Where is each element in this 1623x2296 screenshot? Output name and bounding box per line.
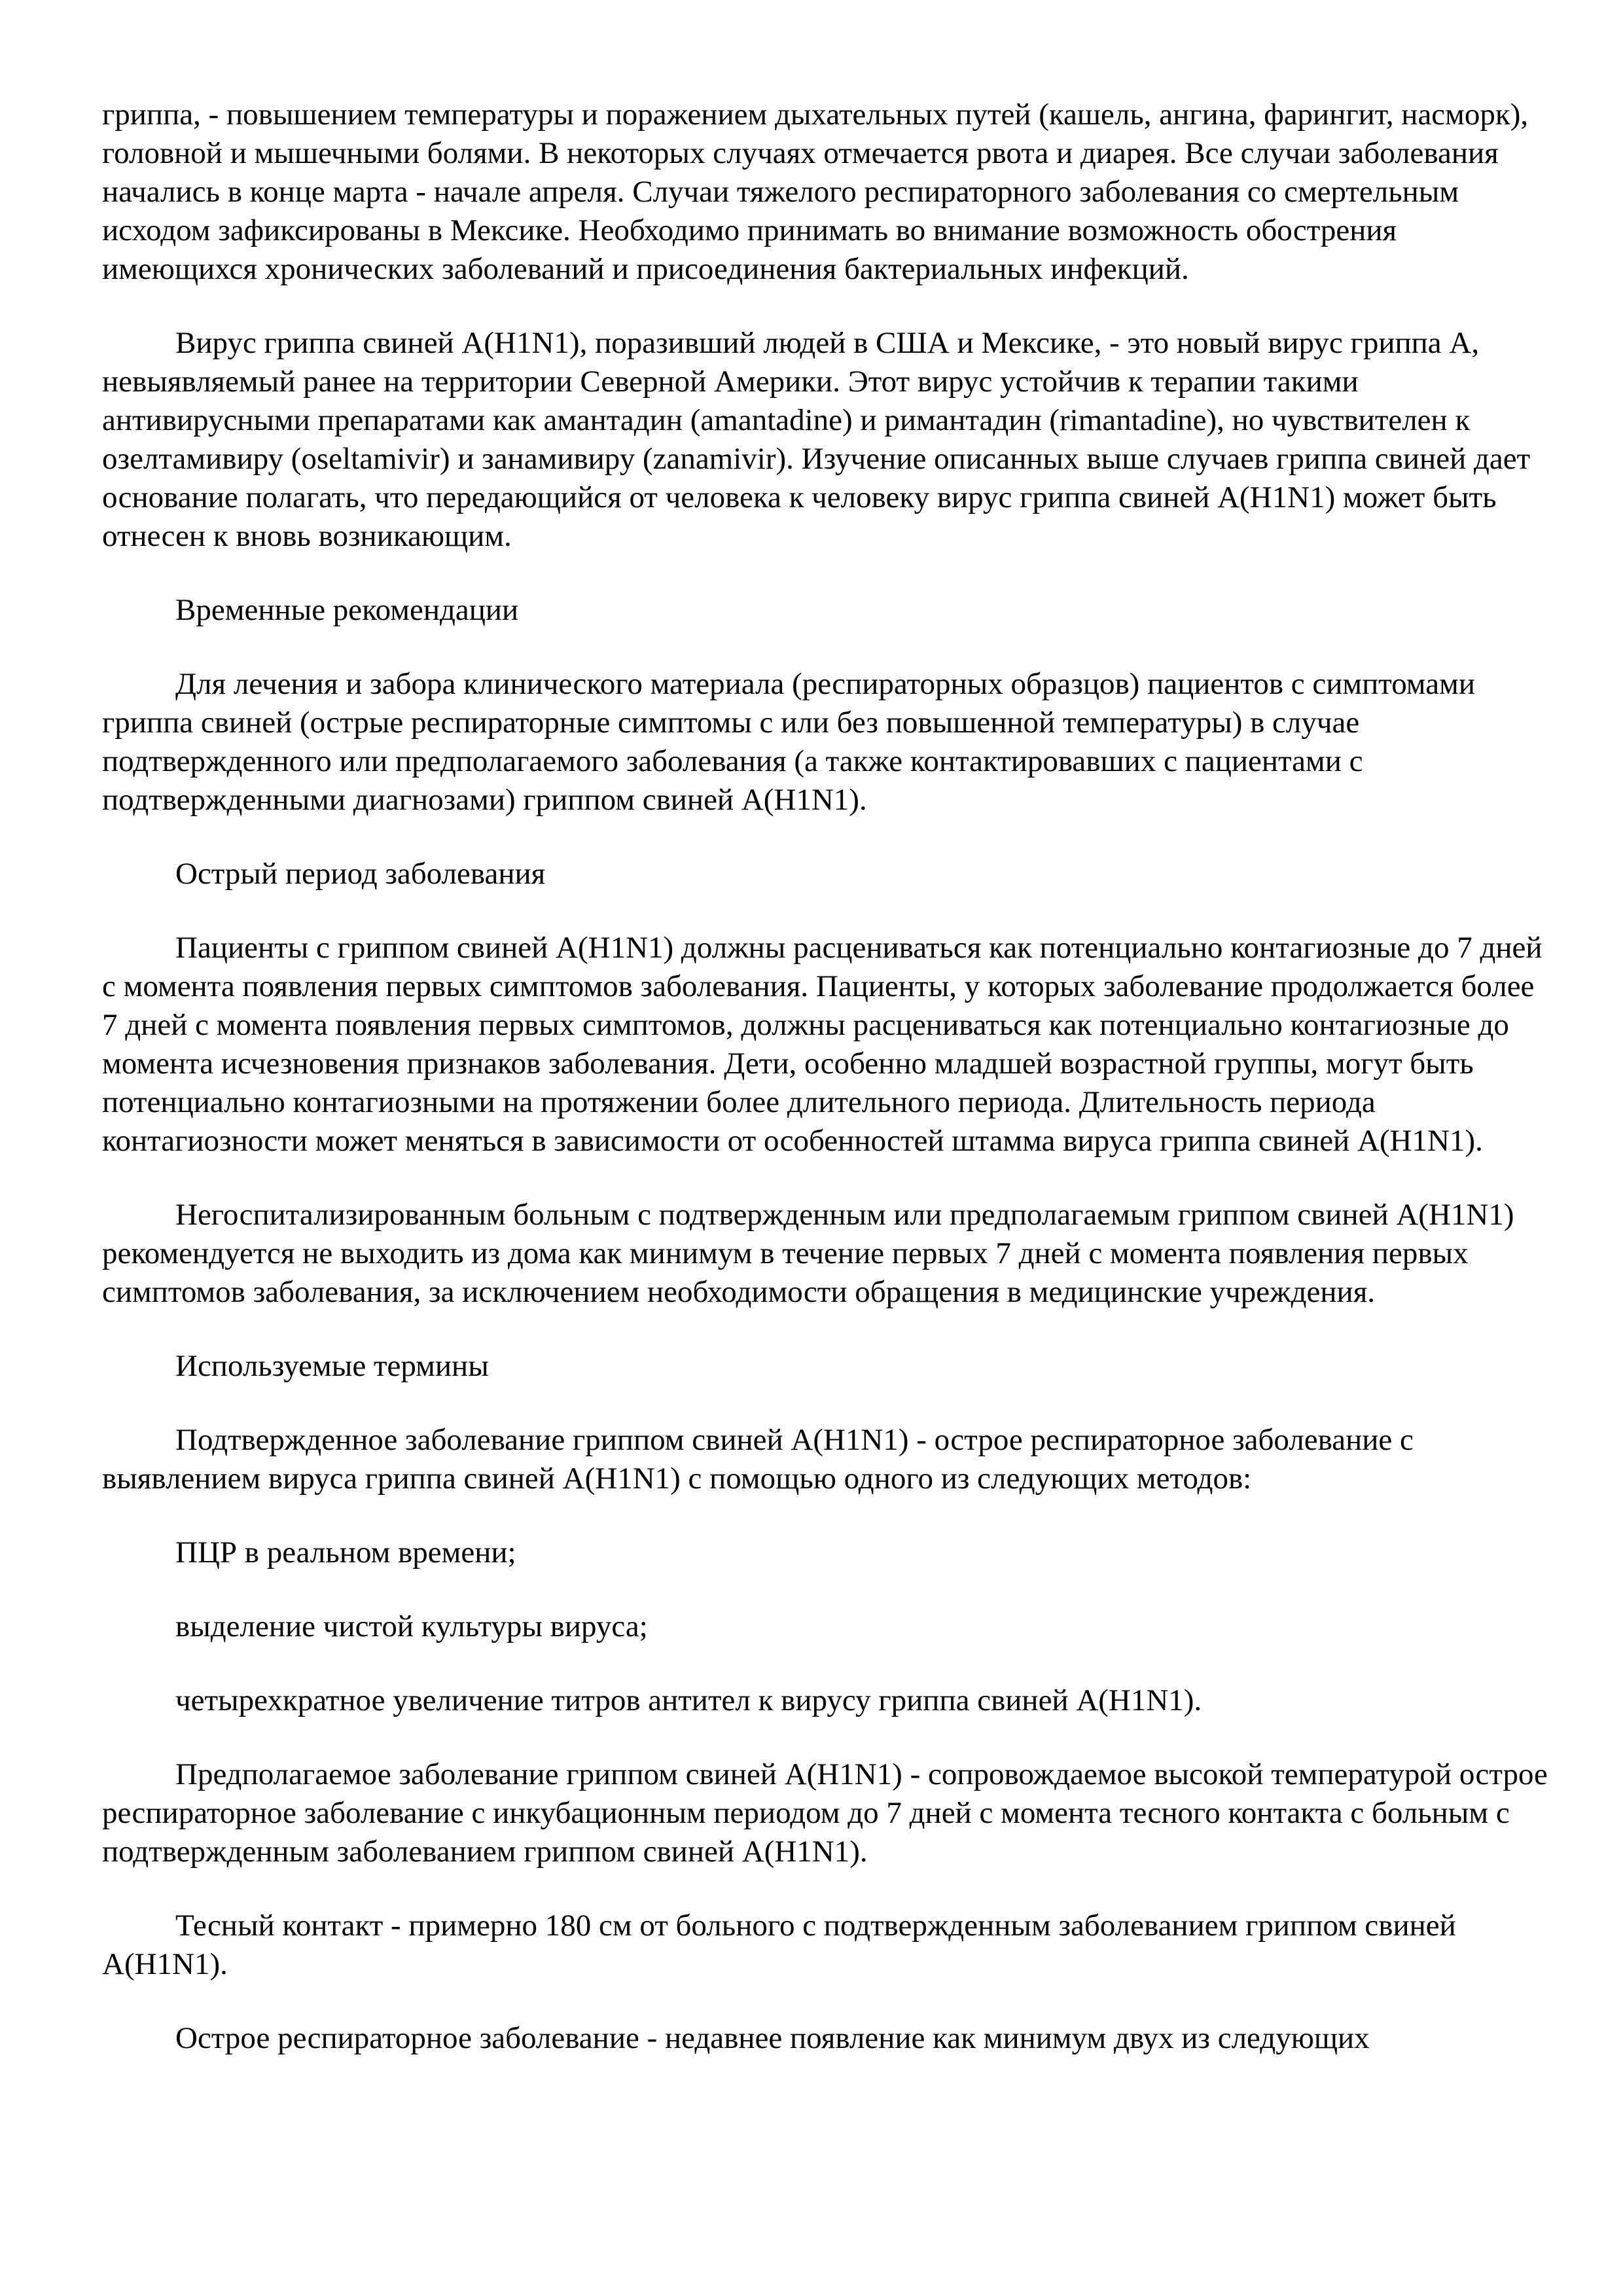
paragraph-close-contact-definition: Тесный контакт - примерно 180 см от больного с подтвержденным заболеванием гриппом свиней A(H1N1). bbox=[102, 1909, 1456, 1981]
list-item-culture: выделение чистой культуры вируса; bbox=[175, 1609, 648, 1643]
paragraph-confirmed-case-definition: Подтвержденное заболевание гриппом свиней A(H1N1) - острое респираторное заболевание с выявлением вируса гриппа свиней A(H1N1) с помощью одного из следующих методов: bbox=[102, 1423, 1414, 1496]
heading-acute-period: Острый период заболевания bbox=[175, 857, 546, 891]
paragraph-probable-case-definition: Предполагаемое заболевание гриппом свиней A(H1N1) - сопровождаемое высокой температурой острое респираторное заболевание с инкубационным периодом до 7 дней с момента тесного контакта с больным с подтвержденным заболеванием гриппом свиней A(H1N1). bbox=[102, 1757, 1548, 1869]
paragraph-treatment-scope: Для лечения и забора клинического материала (респираторных образцов) пациентов с симптомами гриппа свиней (острые респираторные симптомы с или без повышенной температуры) в случае подтвержденного или предполагаемого заболевания (а также контактировавших с пациентами с подтвержденными диагнозами) гриппом свиней A(H1N1). bbox=[102, 667, 1475, 817]
list-item-antibody-titers: четырехкратное увеличение титров антител к вирусу гриппа свиней A(H1N1). bbox=[175, 1683, 1202, 1717]
paragraph-symptoms-continuation: гриппа, - повышением температуры и поражением дыхательных путей (кашель, ангина, фарингит, насморк), головной и мышечными болями. В некоторых случаях отмечается рвота и диарея. Все случаи заболевания начались в конце марта - начале апреля. Случаи тяжелого респираторного заболевания со смертельным исходом зафиксированы в Мексике. Необходимо принимать во внимание возможность обострения имеющихся хронических заболеваний и присоединения бактериальных инфекций. bbox=[102, 98, 1529, 286]
list-item-pcr: ПЦР в реальном времени; bbox=[175, 1535, 516, 1570]
paragraph-acute-respiratory-definition: Острое респираторное заболевание - недавнее появление как минимум двух из следующих bbox=[175, 2021, 1370, 2055]
heading-temporary-recommendations: Временные рекомендации bbox=[175, 593, 519, 627]
heading-terms-used: Используемые термины bbox=[175, 1349, 489, 1383]
paragraph-contagious-period: Пациенты с гриппом свиней A(H1N1) должны расцениваться как потенциально контагиозные до 7 дней с момента появления первых симптомов заболевания. Пациенты, у которых заболевание продолжается более 7 дней с момента появления первых симптомов, должны расцениваться как потенциально контагиозные до момента исчезновения признаков заболевания. Дети, особенно младшей возрастной группы, могут быть потенциально контагиозными на протяжении более длительного периода. Длительность периода контагиозности может меняться в зависимости от особенностей штамма вируса гриппа свиней A(H1N1). bbox=[102, 931, 1543, 1158]
paragraph-home-isolation: Негоспитализированным больным с подтвержденным или предполагаемым гриппом свиней A(H1N1) рекомендуется не выходить из дома как минимум в течение первых 7 дней с момента появления первых симптомов заболевания, за исключением необходимости обращения в медицинские учреждения. bbox=[102, 1198, 1514, 1309]
paragraph-virus-description: Вирус гриппа свиней A(H1N1), поразивший людей в США и Мексике, - это новый вирус гриппа А, невыявляемый ранее на территории Северной Америки. Этот вирус устойчив к терапии такими антивирусными препаратами как амантадин (amantadine) и римантадин (rimantadine), но чувствителен к озелтамивиру (oseltamivir) и занамивиру (zanamivir). Изучение описанных выше случаев гриппа свиней дает основание полагать, что передающийся от человека к человеку вирус гриппа свиней A(H1N1) может быть отнесен к вновь возникающим. bbox=[102, 326, 1531, 553]
document-page bbox=[102, 96, 1555, 2093]
